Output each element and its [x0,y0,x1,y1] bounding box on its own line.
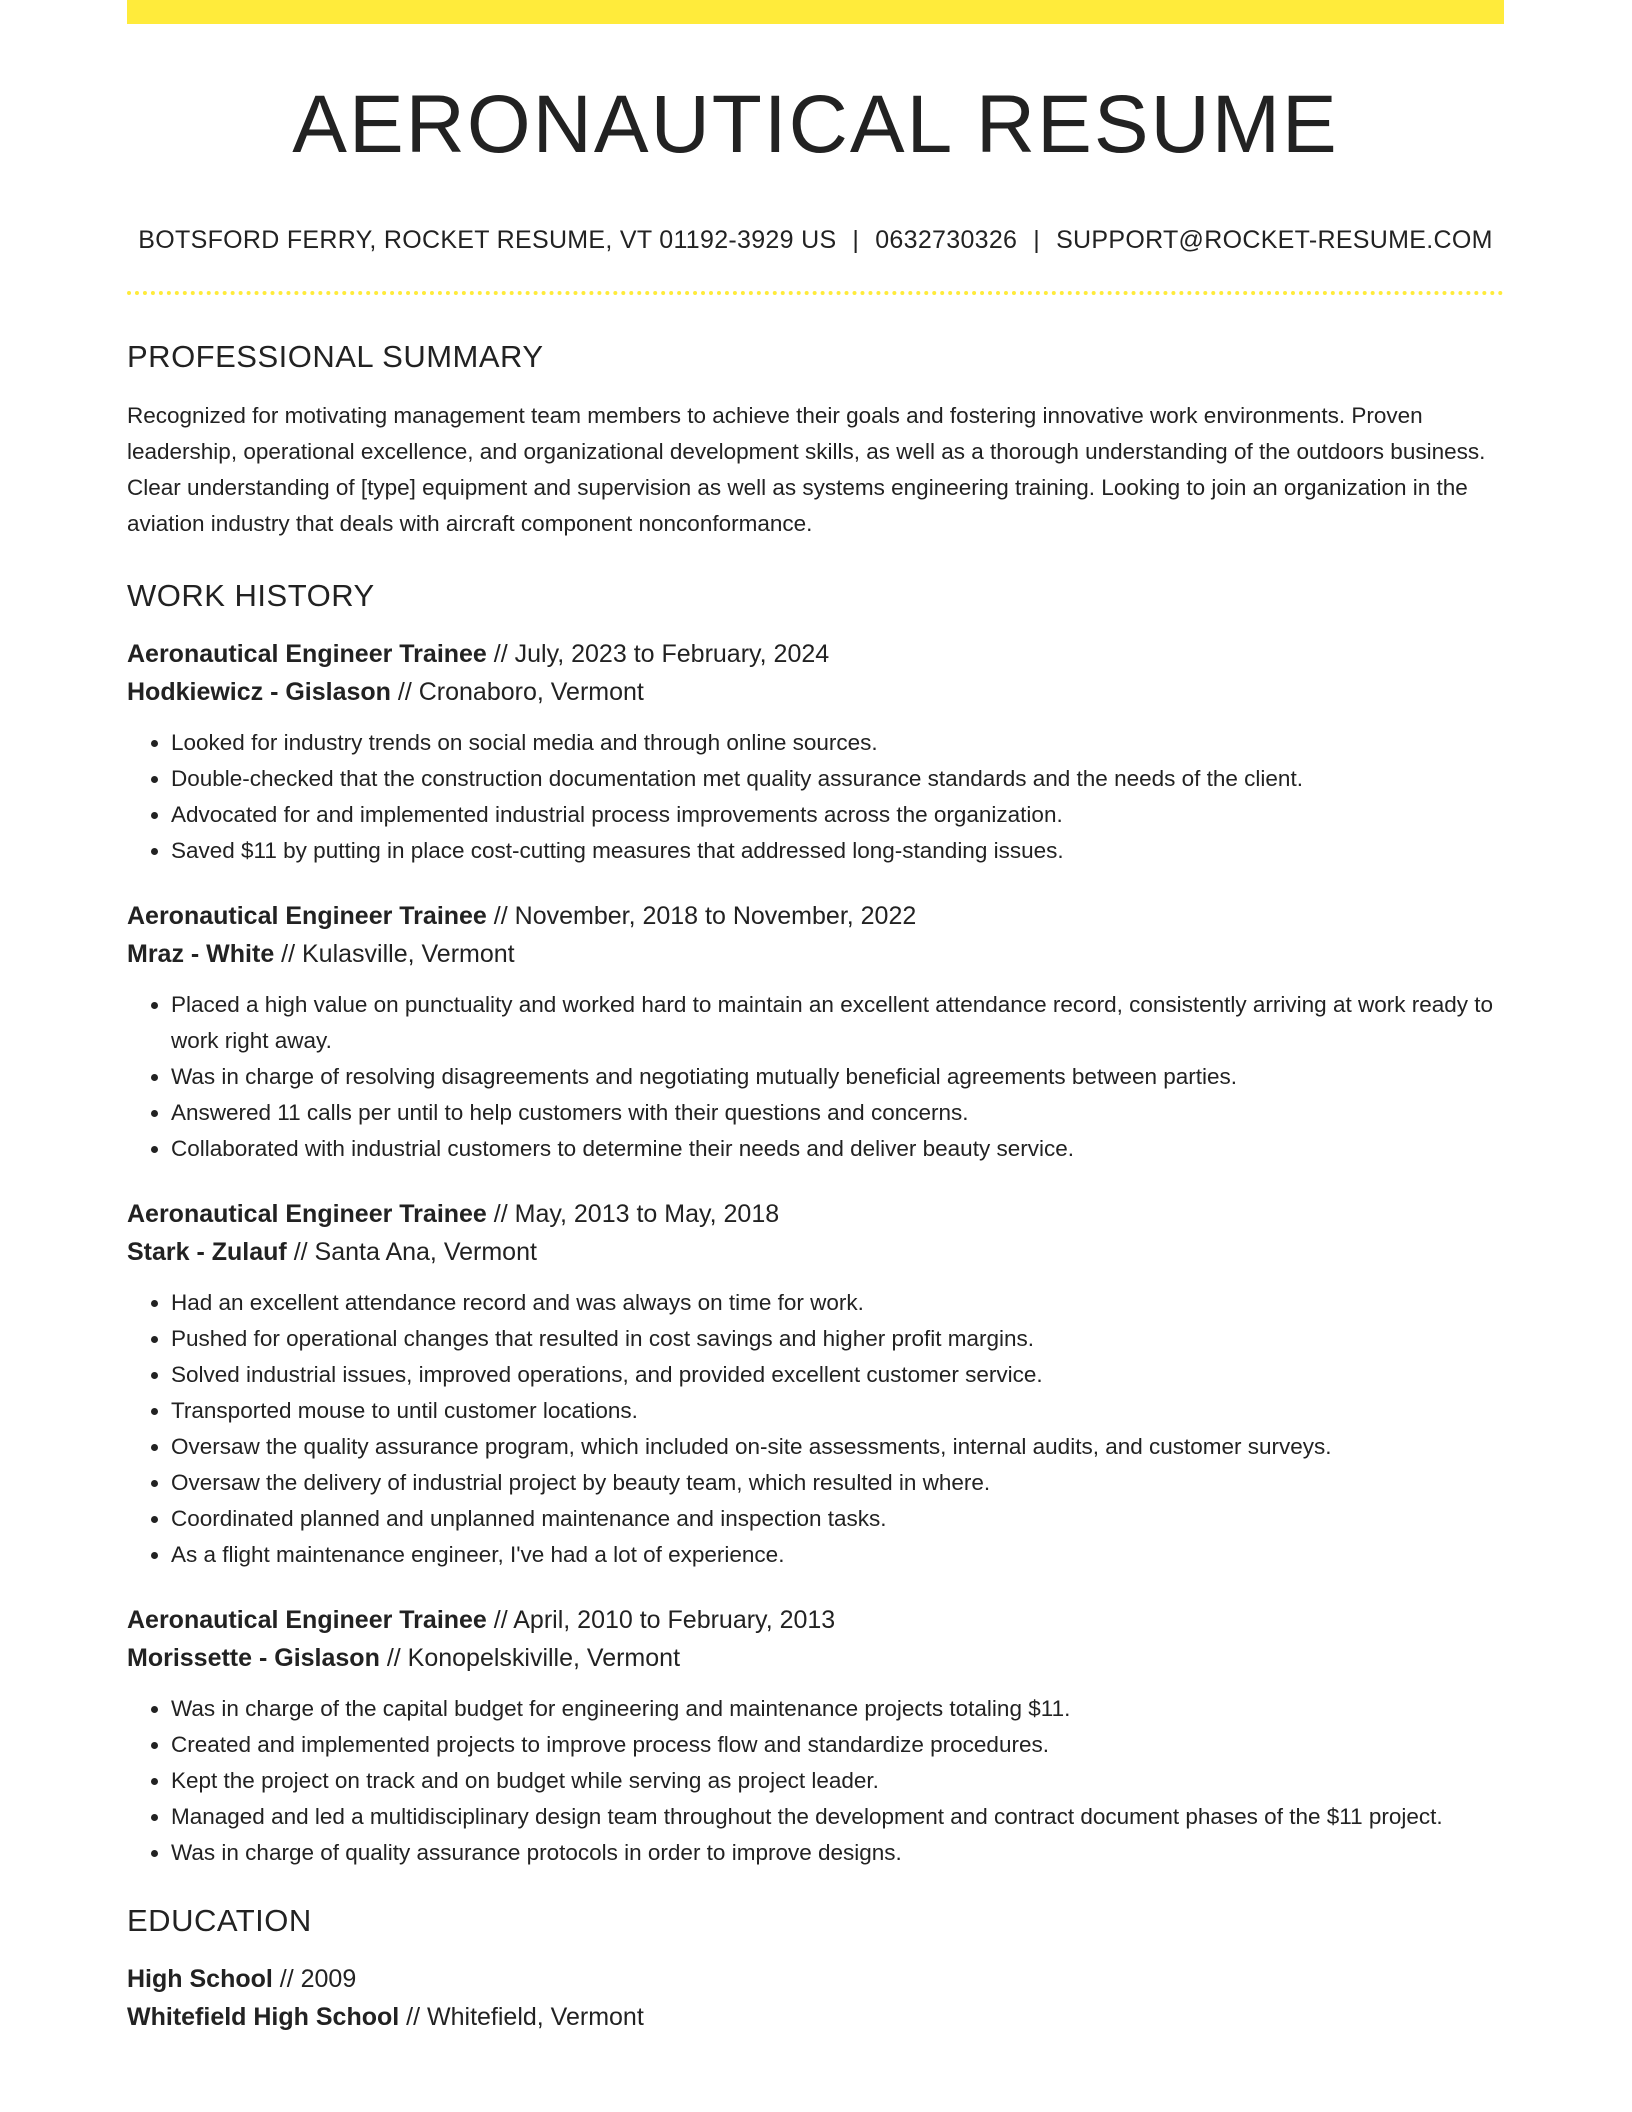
job-bullet: • Answered 11 calls per until to help customers with their questions and concerns. [171,1095,1504,1131]
job-bullet-list [127,1691,1504,1871]
job-title-line [127,1601,1504,1639]
job-bullet: • Solved industrial issues, improved operations, and provided excellent customer service. [171,1357,1504,1393]
education-entry [127,1960,1504,2036]
job-company: Morissette - Gislason [127,1644,380,1672]
job-bullet: • Advocated for and implemented industrial process improvements across the organization. [171,797,1504,833]
job-bullet: • Had an excellent attendance record and was always on time for work. [171,1285,1504,1321]
job-bullet: • Coordinated planned and unplanned maintenance and inspection tasks. [171,1501,1504,1537]
education-heading: EDUCATION [127,1903,312,1938]
job-entry [127,635,1504,869]
education-degree-line [127,1960,1504,1998]
job-company-line [127,1233,1504,1271]
contact-address: BOTSFORD FERRY, ROCKET RESUME, VT 01192-3929 US [138,226,837,254]
work-history-list [127,635,1504,1871]
summary-heading: PROFESSIONAL SUMMARY [127,339,544,374]
job-bullet: • Kept the project on track and on budget while serving as project leader. [171,1763,1504,1799]
job-dates: // November, 2018 to November, 2022 [493,902,917,930]
job-company-line [127,1639,1504,1677]
summary-text: Recognized for motivating management team members to achieve their goals and fostering innovative work environments. Proven leadership, operational excellence, and organizational development skills, as well as a thorough understanding of the outdoors business. Clear understanding of [type] equipment and supervision as well as systems engineering training. Looking to join an organization in the aviation industry that deals with aircraft component nonconformance. [127,403,1486,536]
job-dates: // April, 2010 to February, 2013 [493,1606,836,1634]
job-bullet: • Was in charge of quality assurance protocols in order to improve designs. [171,1835,1504,1871]
job-entry [127,897,1504,1167]
job-bullet: • As a flight maintenance engineer, I've had a lot of experience. [171,1537,1504,1573]
job-bullet-list [127,1285,1504,1573]
job-bullet: • Was in charge of resolving disagreements and negotiating mutually beneficial agreements between parties. [171,1059,1504,1095]
job-title-line [127,1195,1504,1233]
job-company: Stark - Zulauf [127,1238,287,1266]
job-entry [127,1601,1504,1871]
education-school: Whitefield High School [127,2003,400,2031]
job-bullet: • Double-checked that the construction documentation met quality assurance standards and the needs of the client. [171,761,1504,797]
job-title: Aeronautical Engineer Trainee [127,1200,487,1228]
job-company: Hodkiewicz - Gislason [127,678,391,706]
job-company-line [127,935,1504,973]
job-bullet: • Oversaw the delivery of industrial project by beauty team, which resulted in where. [171,1465,1504,1501]
job-title: Aeronautical Engineer Trainee [127,1606,487,1634]
job-company: Mraz - White [127,940,275,968]
work-history-heading: WORK HISTORY [127,578,375,613]
education-school-line [127,1998,1504,2036]
job-bullet: • Transported mouse to until customer locations. [171,1393,1504,1429]
job-bullet: • Saved $11 by putting in place cost-cutting measures that addressed long-standing issues. [171,833,1504,869]
accent-bar [127,0,1504,24]
header-divider [127,291,1504,295]
contact-separator: | [1033,226,1041,254]
education-year: // 2009 [279,1965,357,1993]
job-bullet-list [127,987,1504,1167]
job-dates: // July, 2023 to February, 2024 [493,640,830,668]
job-title-line [127,897,1504,935]
contact-email: SUPPORT@ROCKET-RESUME.COM [1056,226,1493,254]
job-bullet: • Pushed for operational changes that resulted in cost savings and higher profit margins. [171,1321,1504,1357]
job-location: // Konopelskiville, Vermont [386,1644,681,1672]
job-bullet: • Oversaw the quality assurance program, which included on-site assessments, internal audits, and customer surveys. [171,1429,1504,1465]
job-bullet: • Managed and led a multidisciplinary design team throughout the development and contract document phases of the $11 project. [171,1799,1504,1835]
job-bullet: • Created and implemented projects to improve process flow and standardize procedures. [171,1727,1504,1763]
resume-page [127,0,1504,2036]
job-bullet: • Was in charge of the capital budget for engineering and maintenance projects totaling $11. [171,1691,1504,1727]
job-dates: // May, 2013 to May, 2018 [493,1200,780,1228]
job-location: // Kulasville, Vermont [281,940,515,968]
job-entry [127,1195,1504,1573]
education-degree: High School [127,1965,273,1993]
resume-title: AERONAUTICAL RESUME [292,79,1339,170]
job-bullet: • Looked for industry trends on social media and through online sources. [171,725,1504,761]
education-location: // Whitefield, Vermont [406,2003,644,2031]
job-bullet: • Collaborated with industrial customers to determine their needs and deliver beauty service. [171,1131,1504,1167]
job-bullet-list [127,725,1504,869]
contact-line [127,226,1504,255]
contact-separator: | [852,226,860,254]
job-title-line [127,635,1504,673]
job-bullet: • Placed a high value on punctuality and worked hard to maintain an excellent attendance record, consistently arriving at work ready to work right away. [171,987,1504,1059]
contact-phone: 0632730326 [875,226,1018,254]
job-location: // Santa Ana, Vermont [293,1238,537,1266]
job-company-line [127,673,1504,711]
job-title: Aeronautical Engineer Trainee [127,902,487,930]
job-title: Aeronautical Engineer Trainee [127,640,487,668]
job-location: // Cronaboro, Vermont [397,678,644,706]
